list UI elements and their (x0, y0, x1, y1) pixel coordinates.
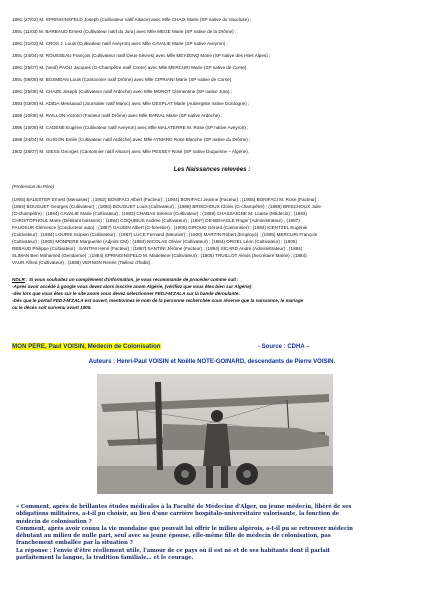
ndlr-line: : Si vous souhaitez un complément d'information, je vous recommande de procéder comme suit : (26, 277, 239, 282)
quote-line: Comment, après avoir connu la vie mondaine que pouvait lui offrir le milieu algérois, a-t-il pu se retrouver médecin (16, 525, 353, 532)
marriage-entry: 1891 (08/08) M. BOSMEAN Louis (Cantonnier natif Drôme) avec Mlle CIPRIANI Marie (SP native de Corse) (12, 77, 232, 82)
marriage-entry: 1891 (27/02) M. SPRINGINSFELD Joseph (Cultivateur natif Alsace) avec Mlle CHAIX Marie (SP native du Vaucluse) ; (12, 17, 252, 22)
ndlr-label: NDLR (12, 277, 25, 282)
quote-line: obligations militaires, a-t-il pu choisir, au lieu d'une carrière hospitalo-universitaire valorisante, la fonction de (16, 511, 340, 518)
source-label: - Source : CDHA – (258, 344, 310, 350)
quote-line: débutant au milieu de nulle part, seul avec sa jeune épouse, elle-même fille de médecin de colonisation, pas (16, 533, 331, 540)
births-line: REBAUD Philippe (Cultivateur) ; SANTINI Henri (Facteur) ; (1887) SANTINI Jérôme (Facteur) ; (1894) SICARD André (Administrateur) ; (1884) (12, 246, 303, 251)
births-line: (Cultivateur) ; (1905) MONPERE Marguerite (Adjoint CM) ; (1884) NICOLAS Olivier (Cultivateur) ; (1884) ORGEL Léon (Cultivateur) ; (1905) (12, 239, 297, 244)
births-note: (Profession du Père) (12, 184, 55, 189)
section-title-text: MON PERE, Paul VOISIN, Médecin de Colonisation (12, 343, 161, 350)
quote-block (16, 504, 410, 562)
quote-line: franchement emballée par la situation ? (16, 540, 133, 547)
ndlr-line: ou le décès soit survenu avant 1905. (12, 305, 92, 310)
aviator-photo (97, 374, 333, 494)
births-line: CHRISTOPHOUL Marie (Débitant boissons) ; (1884) COQUIBUS Andrée (Cultivateur) ; (1887) DE-BEHAGLE Roger (Administrateur) ; (1887) (12, 218, 300, 223)
births-line: VAUR Alfred (Cultivateur) ; (1888) VERNON Renée (Tailleur d'habit) . (12, 260, 153, 265)
ndlr-line: -Dès que le portail FEDJ-M'ZALA est ouvert, mentionnez le nom de la personne recherchée sous réserve que la naissance, le mariage (12, 298, 304, 303)
marriage-entry: 1891 (25/08) M. CHAZE Joseph (Cultivateur natif Ardèche) avec Mlle MONOT Clémentine (SP native Jura) ; (12, 89, 232, 94)
marriage-entry: 1895 (10/08) M. RAILLON Victorin (Facteur natif Drôme) avec Mlle BARIAL Marie (SP native Ardèche) ; (12, 113, 223, 118)
marriage-entry: 1891 (11/03) M. BARBAUD Ernest (Cultivateur natif du Jura) avec MIle MEGE Marie (SP native de la Drôme) ; (12, 29, 237, 34)
ndlr-line: -Après avoir accédé à google vous devez alors inscrire anom Algérie, (vérifiez que vous êtes bien sur Algérie) (12, 284, 252, 289)
marriage-entry: 1893 (03/08) M. ADIDA Messaoud (Journalier natif Maroc) avec Mlle DESPLAT Marie (Aubergiste native Dordogne) ; (12, 101, 250, 106)
quote-line: La réponse : l'envie d'être réellement utile, l'amour de ce pays où il est né et de ses habitants dont il parlait (16, 547, 331, 554)
births-line: (1884) BOUGUET Georges (Cultivateur) ; (1883) BOUGUET Louis (Cultivateur) ; (1888) BRISCHOUX Clovis (G-champêtre) ; (1889) BRISCHOUX Julie (12, 204, 321, 209)
births-line: (Cultivateur) ; (1884) LOURIE Scipion (Cultivateur) ; (1887) LUCE Fernand (Meunier) ; (1900) MARTIN Robert (Employé) ; (1905) MERCURI François (12, 232, 317, 237)
births-heading: Les Naissances relevées : (173, 166, 251, 173)
births-line: FAUGEUR Clémence (Conducteur auto) ; (1887) GAUDIN Albert (G-forestier) ; (1900) GIROUD Gérard (Cantonnier) ; (1884) KIENTZEL Eugénie (12, 225, 308, 230)
marriage-entry: 1895 (10/08) M. CADENE Eugène (Cultivateur natif Aveyron) avec Mlle MALATERRE M. Rose (SP native Aveyron) ; (12, 125, 249, 130)
births-line: (1905) BALESTER Ernest (Menuisier) ; (1902) BONIFACI Albert (Facteur) ; (1904) BONIFACI Jeanne (Facteur) ; (1905) BONIFACI M. Rose (Facteur) ; (12, 197, 319, 202)
quote-line: parfaitement la langue, la tradition familiale… et le courage. (16, 555, 194, 562)
births-line: (G-champêtre) ; (1884) CAVALIE Marie (Cultivateur) ; (1883) CHABAS Siméon (Cultivateur) ; (1888) CHASSAIGNE M. Louise (Médecin) ; (1883) (12, 211, 307, 216)
marriage-entry: 1891 (25/07) M. (Veuf) PAOLI Jacques (G-Champêtre natif Corse) avec Mlle MERCURI Marie (SP native de Corse) (12, 65, 247, 70)
marriage-entry: 1891 (24/04) M. ROUSSEAU François (Cultivateur natif Deux-Sèvres) avec Mlle MEYZENQ Marie (SP native des Htes Alpes) ; (12, 53, 271, 58)
quote-line: médecin de colonisation ? (16, 518, 92, 525)
births-line: SLIMAN Ben Mohamed (Gendarme) ; (1884) SPRINGINSFELD M. Madeleine (Cultivateur) ; (1905) TRUILLOT Alexis (Secrétaire Mairie) ; (1884) (12, 253, 307, 258)
authors-line: Auteurs : Henri-Paul VOISIN et Noëlle NOTE-GOINARD, descendants de Pierre VOISIN. (88, 359, 336, 365)
ndlr-line: -dès lors que vous êtes sur le site anom vous devez sélectionner FEDJ-M'ZALA sur la bande déroulante. (12, 291, 240, 296)
marriage-entry: 1898 (24/04) M. GUIGON Emile (Cultivateur natif Ardèche) avec Mlle AYMARD Rose Blanche (SP native du Drôme) ; (12, 137, 251, 142)
section-title (12, 343, 161, 350)
quote-line: « Comment, après de brillantes études médicales à la Faculté de Médecine d'Alger, un jeune médecin, libéré de ses (16, 504, 352, 510)
marriage-entry: 1891 (31/03) M. CROS J. Louis (Cultivateur natif Aveyron) avec Mlle CAVALIE Marie (SP native Aveyron) ; (12, 41, 228, 46)
marriage-entry: 1902 (28/07) M. GIESS Georges (Cantonnier natif Alsace) avec Mlle PESSEY Rose (SP native Duquesne – Algérie). (12, 149, 250, 154)
